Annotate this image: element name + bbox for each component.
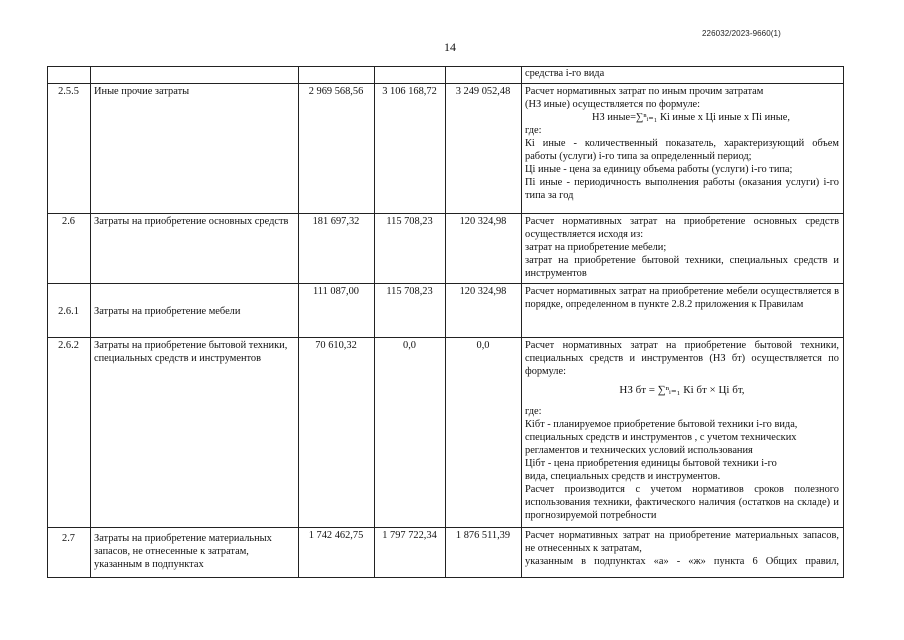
row-value-1	[299, 67, 375, 84]
description-line: Цi иные - цена за единицу объема работы (услуги) i-го типа;	[525, 164, 793, 175]
row-name: Затраты на приобретение мебели	[91, 284, 299, 338]
row-value-3: 0,0	[446, 338, 522, 528]
table-row	[48, 284, 844, 338]
cost-table	[47, 66, 844, 578]
page-number: 14	[444, 40, 456, 54]
row-value-1: 111 087,00	[299, 284, 375, 338]
description-line: где:	[525, 406, 542, 417]
row-value-3: 1 876 511,39	[446, 528, 522, 578]
row-description	[522, 284, 844, 338]
description-line: вида, специальных средств и инструментов.	[525, 471, 721, 482]
description-line: регламентов и технических условий использования	[525, 445, 753, 456]
row-description	[522, 214, 844, 284]
description-line: (НЗ иные) осуществляется по формуле:	[525, 99, 701, 110]
description-line: специальных средств и инструментов , с учетом технических	[525, 432, 797, 443]
row-description	[522, 528, 844, 578]
row-name	[91, 67, 299, 84]
row-name: Иные прочие затраты	[91, 84, 299, 214]
row-code	[48, 67, 91, 84]
row-code: 2.6	[48, 214, 91, 284]
row-name: Затраты на приобретение материальных запасов, не отнесенные к затратам, указанным в подпунктах	[91, 528, 299, 578]
row-code: 2.5.5	[48, 84, 91, 214]
row-name: Затраты на приобретение бытовой техники, специальных средств и инструментов	[91, 338, 299, 528]
description-line: Расчет нормативных затрат по иным прочим затратам	[525, 86, 764, 97]
row-value-2: 1 797 722,34	[375, 528, 446, 578]
formula: НЗ бт = ∑ⁿᵢ₌₁ Кi бт × Цi бт,	[619, 384, 745, 396]
description-line: средства i-го вида	[525, 68, 605, 79]
row-description	[522, 84, 844, 214]
row-value-1: 181 697,32	[299, 214, 375, 284]
description-line: где:	[525, 125, 542, 136]
table-row	[48, 338, 844, 528]
description-line: Расчет нормативных затрат на приобретение мебели осуществляется в порядке, определенном в пункте 2.8.2 приложения к Правилам	[525, 286, 839, 310]
formula: НЗ иные=∑ⁿᵢ₌₁ Кi иные x Цi иные x Пi иные,	[592, 112, 790, 123]
description-line: Пi иные - периодичность выполнения работы (оказания услуги) i-го типа за год	[525, 177, 839, 201]
row-value-2: 0,0	[375, 338, 446, 528]
row-value-2	[375, 67, 446, 84]
description-line: Цiбт - цена приобретения единицы бытовой техники i-го	[525, 458, 777, 469]
row-name: Затраты на приобретение основных средств	[91, 214, 299, 284]
row-value-3: 120 324,98	[446, 214, 522, 284]
description-line: Расчет нормативных затрат на приобретение основных средств осуществляется исходя из:	[525, 216, 839, 240]
description-line: Кi иные - количественный показатель, характеризующий объем работы (услуги) i-го типа за определенный период;	[525, 138, 839, 162]
row-code: 2.6.2	[48, 338, 91, 528]
description-line: Кiбт - планируемое приобретение бытовой техники i-го вида,	[525, 419, 798, 430]
description-line: указанным в подпунктах «а» - «ж» пункта 6 Общих правил,	[525, 556, 839, 567]
description-line: Расчет производится с учетом нормативов сроков полезного использования техники, фактического наличия (остатков на складе) и прогнозируемой потребности	[525, 484, 839, 521]
table-row	[48, 528, 844, 578]
table-row	[48, 67, 844, 84]
row-value-3	[446, 67, 522, 84]
row-value-1: 2 969 568,56	[299, 84, 375, 214]
description-line: Расчет нормативных затрат на приобретение бытовой техники, специальных средств и инструментов (НЗ бт) осуществляется по формуле:	[525, 340, 839, 377]
row-code: 2.7	[48, 528, 91, 578]
description-line: затрат на приобретение бытовой техники, специальных средств и инструментов	[525, 255, 839, 279]
description-line: Расчет нормативных затрат на приобретение материальных запасов, не отнесенных к затратам,	[525, 530, 839, 554]
row-value-2: 115 708,23	[375, 284, 446, 338]
row-value-2: 115 708,23	[375, 214, 446, 284]
description-line: затрат на приобретение мебели;	[525, 242, 667, 253]
row-value-3: 120 324,98	[446, 284, 522, 338]
table-row	[48, 214, 844, 284]
table-row	[48, 84, 844, 214]
row-description	[522, 67, 844, 84]
row-value-3: 3 249 052,48	[446, 84, 522, 214]
row-value-1: 1 742 462,75	[299, 528, 375, 578]
row-value-2: 3 106 168,72	[375, 84, 446, 214]
document-id: 226032/2023-9660(1)	[702, 29, 781, 38]
row-description	[522, 338, 844, 528]
row-value-1: 70 610,32	[299, 338, 375, 528]
row-code: 2.6.1	[48, 284, 91, 338]
